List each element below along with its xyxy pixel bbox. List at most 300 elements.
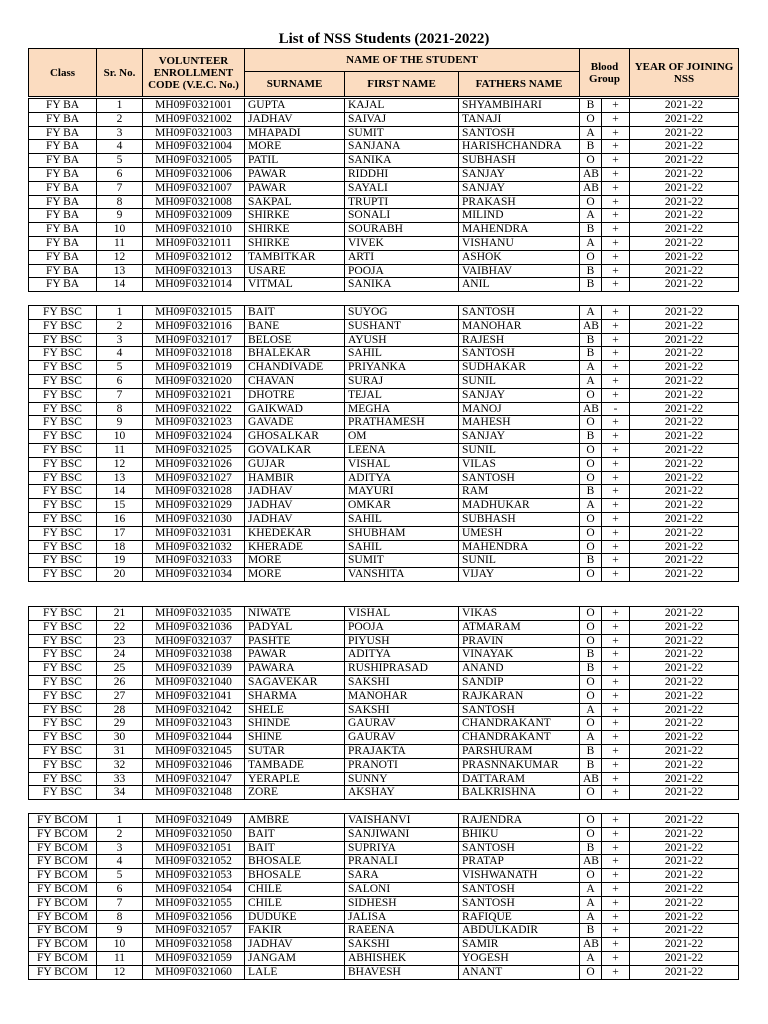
table-row: [29, 361, 739, 375]
surname-cell: AMBRE: [245, 814, 345, 828]
table-row: [29, 402, 739, 416]
surname-cell: PAWAR: [245, 648, 345, 662]
first-name-cell: SUNNY: [345, 772, 459, 786]
blood-type-cell: B: [580, 278, 602, 292]
first-name-cell: PRANOTI: [345, 758, 459, 772]
table-row: [29, 512, 739, 526]
surname-cell: TAMBITKAR: [245, 250, 345, 264]
surname-cell: PADYAL: [245, 620, 345, 634]
class-cell: FY BSC: [29, 786, 97, 800]
year-cell: 2021-22: [630, 167, 739, 181]
vec-cell: MH09F0321035: [143, 607, 245, 621]
first-name-cell: SURAJ: [345, 374, 459, 388]
table-row: [29, 374, 739, 388]
rh-factor-cell: +: [602, 855, 630, 869]
fathers-name-cell: SANJAY: [459, 181, 580, 195]
fathers-name-cell: ANIL: [459, 278, 580, 292]
rh-factor-cell: +: [602, 347, 630, 361]
blood-type-cell: O: [580, 416, 602, 430]
blood-type-cell: O: [580, 526, 602, 540]
sr-no-cell: 6: [97, 374, 143, 388]
sr-no-cell: 27: [97, 689, 143, 703]
table-row: [29, 443, 739, 457]
rh-factor-cell: +: [602, 430, 630, 444]
fathers-name-cell: SANTOSH: [459, 703, 580, 717]
year-cell: 2021-22: [630, 731, 739, 745]
first-name-cell: SAKSHI: [345, 675, 459, 689]
surname-cell: MORE: [245, 568, 345, 582]
first-name-cell: OM: [345, 430, 459, 444]
year-cell: 2021-22: [630, 250, 739, 264]
table-row: [29, 675, 739, 689]
table-row: [29, 689, 739, 703]
blood-type-cell: O: [580, 540, 602, 554]
first-name-cell: ABHISHEK: [345, 951, 459, 965]
rh-factor-cell: +: [602, 126, 630, 140]
year-cell: 2021-22: [630, 402, 739, 416]
surname-cell: NIWATE: [245, 607, 345, 621]
blood-type-cell: O: [580, 965, 602, 979]
first-name-cell: SAIVAJ: [345, 112, 459, 126]
class-cell: FY BSC: [29, 620, 97, 634]
class-cell: FY BSC: [29, 662, 97, 676]
vec-cell: MH09F0321022: [143, 402, 245, 416]
rh-factor-cell: +: [602, 278, 630, 292]
vec-cell: MH09F0321047: [143, 772, 245, 786]
rh-factor-cell: +: [602, 841, 630, 855]
surname-cell: CHAVAN: [245, 374, 345, 388]
table-row: [29, 910, 739, 924]
blood-type-cell: B: [580, 744, 602, 758]
first-name-cell: RUSHIPRASAD: [345, 662, 459, 676]
table-row: [29, 388, 739, 402]
surname-cell: SHARMA: [245, 689, 345, 703]
sr-no-cell: 1: [97, 99, 143, 113]
rh-factor-cell: +: [602, 938, 630, 952]
vec-cell: MH09F0321028: [143, 485, 245, 499]
vec-cell: MH09F0321051: [143, 841, 245, 855]
sr-no-cell: 8: [97, 195, 143, 209]
year-cell: 2021-22: [630, 648, 739, 662]
first-name-cell: PRAJAKTA: [345, 744, 459, 758]
sr-no-cell: 32: [97, 758, 143, 772]
sr-no-cell: 25: [97, 662, 143, 676]
class-cell: FY BSC: [29, 471, 97, 485]
blood-type-cell: AB: [580, 772, 602, 786]
blood-type-cell: AB: [580, 855, 602, 869]
first-name-cell: PRANALI: [345, 855, 459, 869]
class-cell: FY BSC: [29, 648, 97, 662]
surname-cell: KHERADE: [245, 540, 345, 554]
blood-type-cell: A: [580, 951, 602, 965]
surname-cell: JADHAV: [245, 512, 345, 526]
class-cell: FY BA: [29, 278, 97, 292]
year-cell: 2021-22: [630, 855, 739, 869]
table-row: [29, 758, 739, 772]
year-cell: 2021-22: [630, 99, 739, 113]
first-name-cell: PRATHAMESH: [345, 416, 459, 430]
fathers-name-cell: SANTOSH: [459, 471, 580, 485]
fathers-name-cell: MANOJ: [459, 402, 580, 416]
rh-factor-cell: +: [602, 223, 630, 237]
surname-cell: GHOSALKAR: [245, 430, 345, 444]
table-row: [29, 938, 739, 952]
year-cell: 2021-22: [630, 154, 739, 168]
blood-type-cell: B: [580, 264, 602, 278]
vec-cell: MH09F0321011: [143, 236, 245, 250]
class-cell: FY BSC: [29, 457, 97, 471]
first-name-cell: SANJANA: [345, 140, 459, 154]
year-cell: 2021-22: [630, 554, 739, 568]
fathers-name-cell: RAFIQUE: [459, 910, 580, 924]
blood-type-cell: O: [580, 620, 602, 634]
year-cell: 2021-22: [630, 306, 739, 320]
first-name-cell: SARA: [345, 869, 459, 883]
first-name-cell: RIDDHI: [345, 167, 459, 181]
class-cell: FY BA: [29, 264, 97, 278]
sr-no-cell: 15: [97, 499, 143, 513]
first-name-cell: SALONI: [345, 882, 459, 896]
sr-no-cell: 4: [97, 140, 143, 154]
sr-no-cell: 7: [97, 896, 143, 910]
sr-no-cell: 9: [97, 209, 143, 223]
blood-type-cell: O: [580, 471, 602, 485]
vec-cell: MH09F0321015: [143, 306, 245, 320]
vec-cell: MH09F0321060: [143, 965, 245, 979]
rh-factor-cell: +: [602, 457, 630, 471]
rh-factor-cell: +: [602, 924, 630, 938]
rh-factor-cell: +: [602, 374, 630, 388]
surname-cell: BAIT: [245, 827, 345, 841]
vec-cell: MH09F0321013: [143, 264, 245, 278]
year-cell: 2021-22: [630, 814, 739, 828]
first-name-cell: SOURABH: [345, 223, 459, 237]
class-cell: FY BSC: [29, 744, 97, 758]
vec-cell: MH09F0321024: [143, 430, 245, 444]
vec-cell: MH09F0321059: [143, 951, 245, 965]
vec-cell: MH09F0321014: [143, 278, 245, 292]
vec-cell: MH09F0321045: [143, 744, 245, 758]
rh-factor-cell: +: [602, 416, 630, 430]
blood-type-cell: O: [580, 786, 602, 800]
class-cell: FY BSC: [29, 416, 97, 430]
first-name-cell: MEGHA: [345, 402, 459, 416]
surname-cell: TAMBADE: [245, 758, 345, 772]
fathers-name-cell: PRASNNAKUMAR: [459, 758, 580, 772]
sr-no-cell: 5: [97, 869, 143, 883]
table-row: [29, 772, 739, 786]
rh-factor-cell: +: [602, 662, 630, 676]
rh-factor-cell: +: [602, 140, 630, 154]
blood-type-cell: A: [580, 910, 602, 924]
class-cell: FY BSC: [29, 402, 97, 416]
fathers-name-cell: SHYAMBIHARI: [459, 99, 580, 113]
year-cell: 2021-22: [630, 471, 739, 485]
blood-type-cell: B: [580, 347, 602, 361]
sr-no-cell: 6: [97, 882, 143, 896]
rh-factor-cell: +: [602, 717, 630, 731]
blood-type-cell: O: [580, 195, 602, 209]
rh-factor-cell: +: [602, 167, 630, 181]
rh-factor-cell: +: [602, 634, 630, 648]
table-row: [29, 471, 739, 485]
table-row: [29, 457, 739, 471]
rh-factor-cell: +: [602, 388, 630, 402]
blood-type-cell: AB: [580, 319, 602, 333]
class-cell: FY BSC: [29, 361, 97, 375]
blood-type-cell: AB: [580, 402, 602, 416]
year-cell: 2021-22: [630, 965, 739, 979]
year-cell: 2021-22: [630, 827, 739, 841]
table-row: [29, 499, 739, 513]
fathers-name-cell: SANTOSH: [459, 882, 580, 896]
fathers-name-cell: VILAS: [459, 457, 580, 471]
year-cell: 2021-22: [630, 634, 739, 648]
class-cell: FY BSC: [29, 554, 97, 568]
vec-cell: MH09F0321056: [143, 910, 245, 924]
year-cell: 2021-22: [630, 443, 739, 457]
rh-factor-cell: +: [602, 250, 630, 264]
blood-type-cell: A: [580, 703, 602, 717]
fathers-name-cell: BHIKU: [459, 827, 580, 841]
surname-cell: GAVADE: [245, 416, 345, 430]
sr-no-cell: 30: [97, 731, 143, 745]
blood-type-cell: O: [580, 457, 602, 471]
vec-cell: MH09F0321046: [143, 758, 245, 772]
first-name-cell: MANOHAR: [345, 689, 459, 703]
surname-cell: SAKPAL: [245, 195, 345, 209]
first-name-cell: OMKAR: [345, 499, 459, 513]
year-cell: 2021-22: [630, 689, 739, 703]
year-cell: 2021-22: [630, 485, 739, 499]
rh-factor-cell: +: [602, 896, 630, 910]
class-cell: FY BSC: [29, 758, 97, 772]
class-cell: FY BSC: [29, 306, 97, 320]
class-cell: FY BCOM: [29, 938, 97, 952]
blood-type-cell: A: [580, 374, 602, 388]
year-cell: 2021-22: [630, 416, 739, 430]
class-cell: FY BCOM: [29, 869, 97, 883]
fathers-name-cell: PARSHURAM: [459, 744, 580, 758]
table-row: [29, 333, 739, 347]
year-cell: 2021-22: [630, 140, 739, 154]
year-cell: 2021-22: [630, 758, 739, 772]
year-cell: 2021-22: [630, 512, 739, 526]
year-cell: 2021-22: [630, 278, 739, 292]
first-name-cell: JALISA: [345, 910, 459, 924]
first-name-cell: SAKSHI: [345, 938, 459, 952]
fathers-name-cell: VISHANU: [459, 236, 580, 250]
class-cell: FY BSC: [29, 374, 97, 388]
rh-factor-cell: +: [602, 443, 630, 457]
vec-cell: MH09F0321036: [143, 620, 245, 634]
fathers-name-cell: SUBHASH: [459, 512, 580, 526]
year-cell: 2021-22: [630, 620, 739, 634]
surname-cell: YERAPLE: [245, 772, 345, 786]
sr-no-cell: 9: [97, 924, 143, 938]
sr-no-cell: 17: [97, 526, 143, 540]
first-name-cell: SAYALI: [345, 181, 459, 195]
vec-cell: MH09F0321006: [143, 167, 245, 181]
first-name-cell: VISHAL: [345, 607, 459, 621]
year-cell: 2021-22: [630, 347, 739, 361]
rh-factor-cell: +: [602, 731, 630, 745]
fathers-name-cell: SANTOSH: [459, 347, 580, 361]
sr-no-cell: 13: [97, 471, 143, 485]
blood-type-cell: A: [580, 306, 602, 320]
table-row: [29, 250, 739, 264]
blood-type-cell: A: [580, 731, 602, 745]
surname-cell: SUTAR: [245, 744, 345, 758]
rh-factor-cell: +: [602, 703, 630, 717]
class-cell: FY BCOM: [29, 827, 97, 841]
vec-cell: MH09F0321032: [143, 540, 245, 554]
year-cell: 2021-22: [630, 841, 739, 855]
first-name-cell: TEJAL: [345, 388, 459, 402]
vec-cell: MH09F0321030: [143, 512, 245, 526]
year-cell: 2021-22: [630, 786, 739, 800]
surname-cell: CHANDIVADE: [245, 361, 345, 375]
class-cell: FY BSC: [29, 388, 97, 402]
year-cell: 2021-22: [630, 319, 739, 333]
table-row: [29, 841, 739, 855]
surname-cell: BAIT: [245, 306, 345, 320]
vec-cell: MH09F0321052: [143, 855, 245, 869]
sr-no-cell: 26: [97, 675, 143, 689]
sr-no-cell: 9: [97, 416, 143, 430]
class-cell: FY BCOM: [29, 951, 97, 965]
class-cell: FY BCOM: [29, 814, 97, 828]
blood-type-cell: B: [580, 223, 602, 237]
section-table: [28, 813, 739, 980]
table-row: [29, 526, 739, 540]
table-row: [29, 209, 739, 223]
surname-cell: CHILE: [245, 882, 345, 896]
blood-type-cell: B: [580, 140, 602, 154]
year-cell: 2021-22: [630, 181, 739, 195]
vec-cell: MH09F0321031: [143, 526, 245, 540]
fathers-name-cell: SANJAY: [459, 388, 580, 402]
blood-type-cell: B: [580, 333, 602, 347]
fathers-name-cell: MAHENDRA: [459, 223, 580, 237]
class-cell: FY BSC: [29, 717, 97, 731]
vec-cell: MH09F0321019: [143, 361, 245, 375]
first-name-cell: BHAVESH: [345, 965, 459, 979]
table-row: [29, 181, 739, 195]
year-cell: 2021-22: [630, 703, 739, 717]
rh-factor-cell: +: [602, 499, 630, 513]
rh-factor-cell: +: [602, 306, 630, 320]
sr-no-cell: 10: [97, 223, 143, 237]
fathers-name-cell: UMESH: [459, 526, 580, 540]
rh-factor-cell: +: [602, 471, 630, 485]
vec-cell: MH09F0321040: [143, 675, 245, 689]
sr-no-cell: 29: [97, 717, 143, 731]
rh-factor-cell: +: [602, 910, 630, 924]
vec-cell: MH09F0321042: [143, 703, 245, 717]
rh-factor-cell: +: [602, 236, 630, 250]
first-name-cell: SUPRIYA: [345, 841, 459, 855]
sr-no-cell: 12: [97, 250, 143, 264]
fathers-name-cell: SANTOSH: [459, 841, 580, 855]
fathers-name-cell: ATMARAM: [459, 620, 580, 634]
surname-cell: GAIKWAD: [245, 402, 345, 416]
blood-type-cell: A: [580, 499, 602, 513]
header-surname: SURNAME: [245, 72, 345, 97]
table-row: [29, 416, 739, 430]
sr-no-cell: 3: [97, 841, 143, 855]
fathers-name-cell: PRAKASH: [459, 195, 580, 209]
rh-factor-cell: +: [602, 540, 630, 554]
class-cell: FY BCOM: [29, 841, 97, 855]
blood-type-cell: A: [580, 126, 602, 140]
fathers-name-cell: SANDIP: [459, 675, 580, 689]
fathers-name-cell: PRATAP: [459, 855, 580, 869]
vec-cell: MH09F0321058: [143, 938, 245, 952]
class-cell: FY BA: [29, 236, 97, 250]
rh-factor-cell: +: [602, 882, 630, 896]
surname-cell: FAKIR: [245, 924, 345, 938]
class-cell: FY BA: [29, 223, 97, 237]
table-row: [29, 223, 739, 237]
first-name-cell: KAJAL: [345, 99, 459, 113]
fathers-name-cell: ASHOK: [459, 250, 580, 264]
blood-type-cell: O: [580, 154, 602, 168]
table-row: [29, 607, 739, 621]
blood-type-cell: O: [580, 634, 602, 648]
vec-cell: MH09F0321016: [143, 319, 245, 333]
blood-type-cell: O: [580, 568, 602, 582]
sr-no-cell: 2: [97, 319, 143, 333]
fathers-name-cell: SUDHAKAR: [459, 361, 580, 375]
rh-factor-cell: +: [602, 99, 630, 113]
year-cell: 2021-22: [630, 361, 739, 375]
year-cell: 2021-22: [630, 938, 739, 952]
vec-cell: MH09F0321043: [143, 717, 245, 731]
table-row: [29, 430, 739, 444]
year-cell: 2021-22: [630, 195, 739, 209]
table-row: [29, 264, 739, 278]
sr-no-cell: 6: [97, 167, 143, 181]
sr-no-cell: 33: [97, 772, 143, 786]
year-cell: 2021-22: [630, 717, 739, 731]
surname-cell: PATIL: [245, 154, 345, 168]
surname-cell: DHOTRE: [245, 388, 345, 402]
first-name-cell: SANIKA: [345, 154, 459, 168]
rh-factor-cell: +: [602, 361, 630, 375]
page-title: List of NSS Students (2021-2022): [278, 31, 490, 47]
sr-no-cell: 4: [97, 855, 143, 869]
rh-factor-cell: +: [602, 181, 630, 195]
table-row: [29, 951, 739, 965]
table-row: [29, 924, 739, 938]
first-name-cell: SONALI: [345, 209, 459, 223]
section-table: [28, 606, 739, 800]
first-name-cell: AYUSH: [345, 333, 459, 347]
first-name-cell: RAEENA: [345, 924, 459, 938]
sr-no-cell: 5: [97, 361, 143, 375]
first-name-cell: PRIYANKA: [345, 361, 459, 375]
blood-type-cell: B: [580, 758, 602, 772]
table-row: [29, 554, 739, 568]
first-name-cell: SUMIT: [345, 126, 459, 140]
sr-no-cell: 16: [97, 512, 143, 526]
surname-cell: BELOSE: [245, 333, 345, 347]
class-cell: FY BA: [29, 181, 97, 195]
vec-cell: MH09F0321027: [143, 471, 245, 485]
header-vec: VOLUNTEER ENROLLMENT CODE (V.E.C. No.): [143, 49, 245, 97]
surname-cell: CHILE: [245, 896, 345, 910]
